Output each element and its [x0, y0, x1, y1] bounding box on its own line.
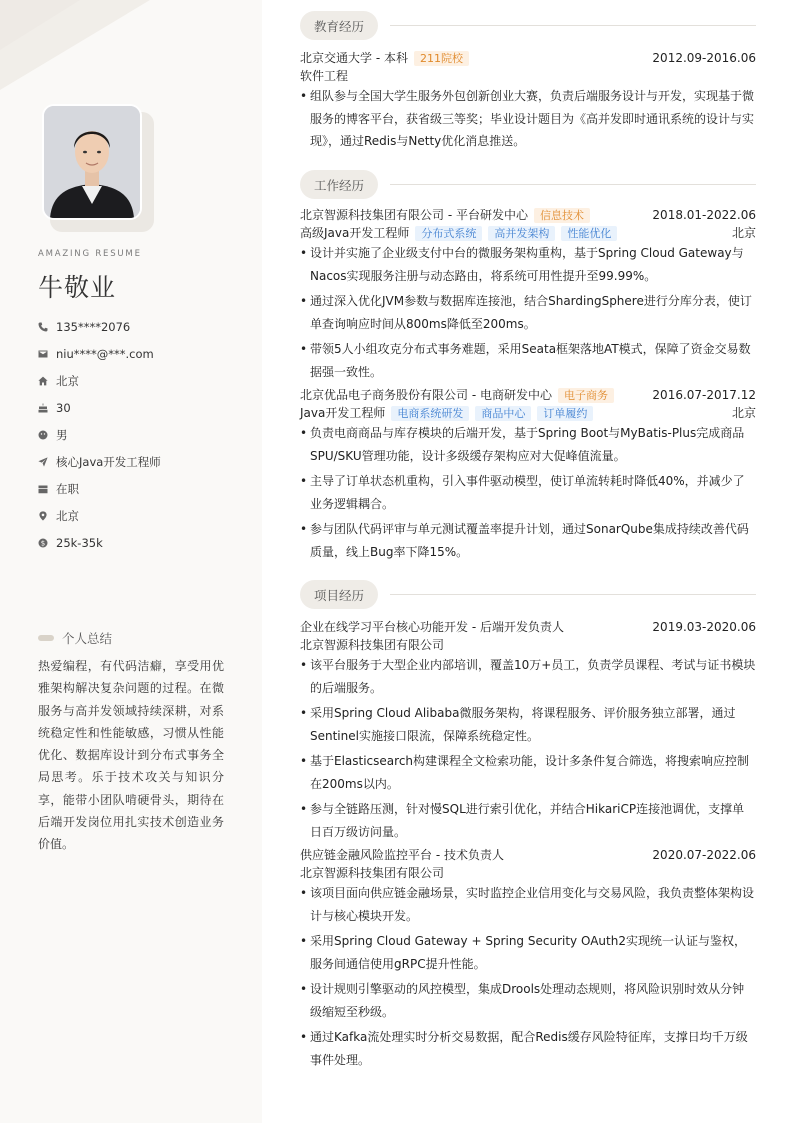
contact-text: 25k-35k: [56, 535, 103, 550]
job-bullets: [300, 242, 756, 386]
industry-tag: 电子商务: [558, 388, 614, 403]
contact-phone: [38, 313, 161, 340]
summary-title: 个人总结: [62, 631, 113, 646]
skill-tag: 分布式系统: [415, 226, 482, 241]
contact-home: [38, 367, 161, 394]
sidebar: [0, 0, 262, 1123]
skill-tag: 商品中心: [475, 406, 531, 421]
contact-salary: [38, 529, 161, 556]
job-header: [300, 206, 756, 224]
section-pill: 教育经历: [300, 11, 378, 40]
project-header: [300, 846, 756, 864]
project-company: 北京智源科技集团有限公司: [300, 638, 445, 652]
contact-text: 北京: [56, 508, 79, 523]
contact-text: niu****@***.com: [56, 346, 154, 361]
job-city: 北京: [731, 406, 756, 420]
education-date: 2012.09-2016.06: [652, 51, 756, 65]
contact-gender: [38, 421, 161, 448]
location-pin-icon: [38, 511, 56, 521]
job-date: 2016.07-2017.12: [652, 388, 756, 402]
skill-tag: 订单履约: [537, 406, 593, 421]
project-company-row: [300, 636, 756, 654]
project-bullets: [300, 882, 756, 1074]
contact-age: [38, 394, 161, 421]
job-role: 高级Java开发工程师: [300, 226, 410, 240]
job-role: Java开发工程师: [300, 406, 386, 420]
company-name: 北京智源科技集团有限公司 - 平台研发中心: [300, 208, 528, 222]
gender-icon: [38, 430, 56, 440]
project-bullets: [300, 654, 756, 846]
skill-tag: 高并发架构: [488, 226, 555, 241]
project-name: 供应链金融风险监控平台 - 技术负责人: [300, 848, 504, 862]
education-row: [300, 49, 756, 67]
contact-text: 30: [56, 400, 71, 415]
list-item: • 基于Elasticsearch构建课程全文检索功能，设计多条件复合筛选，将搜索响应控制在200ms以内。: [300, 750, 756, 795]
major: 软件工程: [300, 69, 349, 83]
inbox-icon: [38, 484, 56, 494]
candidate-name: 牛敬业: [38, 273, 117, 302]
salary-icon: [38, 538, 56, 548]
list-item: • 该平台服务于大型企业内部培训，覆盖10万+员工，负责学员课程、考试与证书模块的后端服务。: [300, 654, 756, 699]
job-date: 2018.01-2022.06: [652, 208, 756, 222]
list-item: • 设计规则引擎驱动的风控模型，集成Drools处理动态规则，将风险识别时效从分钟级缩短至秒级。: [300, 978, 756, 1023]
list-item: • 组队参与全国大学生服务外包创新创业大赛，负责后端服务设计与开发，实现基于微服务的博客平台，获省级三等奖；毕业设计题目为《高并发即时通讯系统的设计与实现》，通过Redis与Netty优化消息推送。: [300, 85, 756, 153]
job-bullets: [300, 422, 756, 566]
project-header: [300, 618, 756, 636]
list-item: • 采用Spring Cloud Alibaba微服务架构，将课程服务、评价服务独立部署，通过Sentinel实施接口限流，保障系统稳定性。: [300, 702, 756, 747]
project-date: 2020.07-2022.06: [652, 848, 756, 862]
list-item: • 参与团队代码评审与单元测试覆盖率提升计划，通过SonarQube集成持续改善代码质量，线上Bug率下降15%。: [300, 518, 756, 563]
list-item: • 采用Spring Cloud Gateway + Spring Security OAuth2实现统一认证与鉴权，服务间通信使用gRPC提升性能。: [300, 930, 756, 975]
contact-text: 135****2076: [56, 319, 131, 334]
heading-bar: [38, 635, 54, 641]
project-company: 北京智源科技集团有限公司: [300, 866, 445, 880]
skill-tag: 性能优化: [561, 226, 617, 241]
contact-list: [38, 313, 161, 556]
list-item: • 参与全链路压测，针对慢SQL进行索引优化，并结合HikariCP连接池调优，支撑单日百万级访问量。: [300, 798, 756, 843]
list-item: • 通过深入优化JVM参数与数据库连接池，结合ShardingSphere进行分库分表，使订单查询响应时间从800ms降低至200ms。: [300, 290, 756, 335]
list-item: • 主导了订单状态机重构，引入事件驱动模型，使订单流转耗时降低40%，并减少了业务逻辑耦合。: [300, 470, 756, 515]
list-item: • 设计并实施了企业级支付中台的微服务架构重构，基于Spring Cloud Gateway与Nacos实现服务注册与动态路由，将系统可用性提升至99.99%。: [300, 242, 756, 287]
section-education-heading: [300, 11, 756, 40]
job-role-row: [300, 224, 756, 242]
contact-text: 男: [56, 427, 68, 442]
tagline: AMAZING RESUME: [38, 249, 142, 259]
svg-text:$: $: [40, 539, 46, 548]
list-item: • 该项目面向供应链金融场景，实时监控企业信用变化与交易风险，我负责整体架构设计与核心模块开发。: [300, 882, 756, 927]
send-icon: [38, 457, 56, 467]
mail-icon: [38, 349, 56, 359]
school-tag: 211院校: [414, 51, 469, 66]
section-pill: 工作经历: [300, 170, 378, 199]
list-item: • 通过Kafka流处理实时分析交易数据，配合Redis缓存风险特征库，支撑日均千万级事件处理。: [300, 1026, 756, 1071]
education-bullets: [300, 85, 756, 156]
major-row: [300, 67, 756, 85]
avatar: [42, 104, 142, 220]
company-name: 北京优品电子商务股份有限公司 - 电商研发中心: [300, 388, 552, 402]
list-item: • 带领5人小组攻克分布式事务难题，采用Seata框架落地AT模式，保障了资金交易数据强一致性。: [300, 338, 756, 383]
cake-icon: [38, 403, 56, 413]
summary-text: 热爱编程，有代码洁癖，享受用优雅架构解决复杂问题的过程。在微服务与高并发领域持续深耕，对系统稳定性和性能敏感，习惯从性能优化、数据库设计到分布式事务全局思考。乐于技术攻关与知识分享，能带小团队啃硬骨头，期待在后端开发岗位用扎实技术创造业务价值。: [38, 659, 224, 852]
job-role-row: [300, 404, 756, 422]
home-icon: [38, 376, 56, 386]
section-divider: [390, 594, 756, 595]
contact-text: 核心Java开发工程师: [56, 454, 161, 469]
section-projects-heading: [300, 580, 756, 609]
contact-text: 北京: [56, 373, 79, 388]
job-city: 北京: [731, 226, 756, 240]
section-divider: [390, 184, 756, 185]
contact-position: [38, 448, 161, 475]
section-divider: [390, 25, 756, 26]
project-name: 企业在线学习平台核心功能开发 - 后端开发负责人: [300, 620, 564, 634]
project-date: 2019.03-2020.06: [652, 620, 756, 634]
school-name: 北京交通大学 - 本科: [300, 51, 408, 65]
contact-city: [38, 502, 161, 529]
contact-text: 在职: [56, 481, 79, 496]
list-item: • 负责电商商品与库存模块的后端开发，基于Spring Boot与MyBatis-Plus完成商品SPU/SKU管理功能，设计多级缓存架构应对大促峰值流量。: [300, 422, 756, 467]
skill-tag: 电商系统研发: [391, 406, 469, 421]
industry-tag: 信息技术: [534, 208, 590, 223]
corner-decoration-inner: [0, 0, 80, 50]
section-work-heading: [300, 170, 756, 199]
project-company-row: [300, 864, 756, 882]
contact-email: [38, 340, 161, 367]
summary-heading: [38, 629, 112, 647]
section-pill: 项目经历: [300, 580, 378, 609]
phone-icon: [38, 322, 56, 332]
job-header: [300, 386, 756, 404]
contact-status: [38, 475, 161, 502]
